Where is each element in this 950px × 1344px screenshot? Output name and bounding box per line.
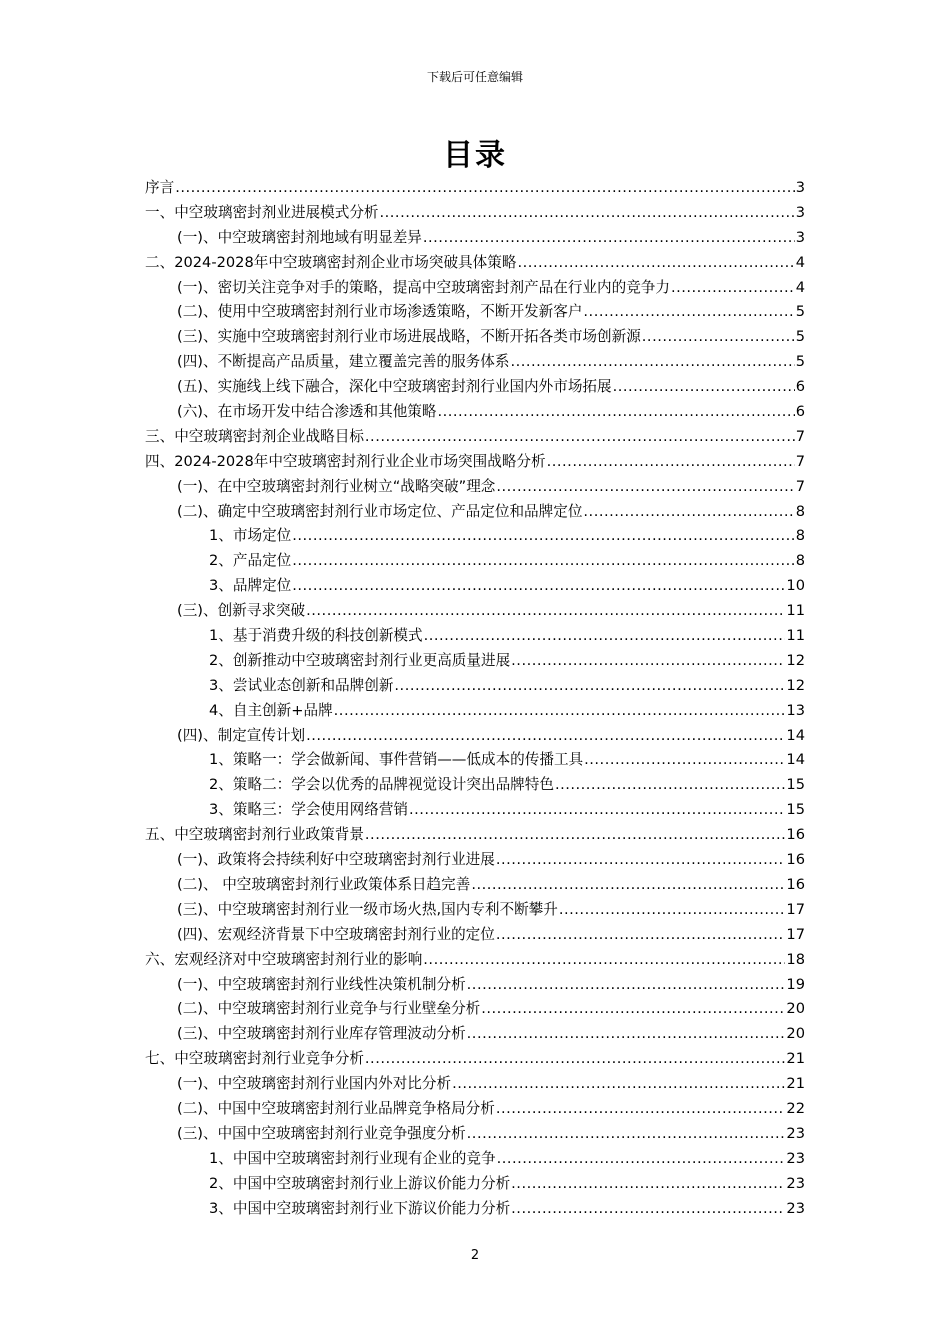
toc-entry-text: (一)、在中空玻璃密封剂行业树立“战略突破”理念 xyxy=(177,477,496,495)
toc-entry[interactable] xyxy=(145,599,805,624)
toc-dot-leader xyxy=(365,823,786,848)
toc-entry-page: 23 xyxy=(786,1124,805,1142)
toc-dot-leader xyxy=(423,948,785,973)
toc-entry[interactable] xyxy=(145,1172,805,1197)
toc-entry-text: (三)、实施中空玻璃密封剂行业市场进展战略，不断开拓各类市场创新源 xyxy=(177,328,641,346)
toc-entry-page: 15 xyxy=(786,801,805,819)
toc-dot-leader xyxy=(511,1197,785,1222)
toc-entry[interactable] xyxy=(145,773,805,798)
toc-dot-leader xyxy=(583,500,794,525)
toc-entry[interactable] xyxy=(145,1147,805,1172)
toc-dot-leader xyxy=(175,176,795,201)
toc-dot-leader xyxy=(496,1097,786,1122)
toc-entry[interactable] xyxy=(145,400,805,425)
toc-entry-page: 21 xyxy=(786,1075,805,1093)
toc-entry-page: 17 xyxy=(786,925,805,943)
toc-entry-text: 1、策略一：学会做新闻、事件营销——低成本的传播工具 xyxy=(209,751,584,769)
toc-entry[interactable] xyxy=(145,300,805,325)
toc-dot-leader xyxy=(423,226,795,251)
toc-entry-page: 3 xyxy=(795,203,805,221)
toc-dot-leader xyxy=(365,1047,786,1072)
toc-entry[interactable] xyxy=(145,798,805,823)
toc-dot-leader xyxy=(380,201,795,226)
toc-entry-page: 7 xyxy=(795,477,805,495)
toc-entry-page: 14 xyxy=(786,751,805,769)
toc-entry-text: 三、中空玻璃密封剂企业战略目标 xyxy=(145,427,364,445)
toc-entry[interactable] xyxy=(145,276,805,301)
toc-entry-page: 19 xyxy=(786,975,805,993)
toc-entry-page: 23 xyxy=(786,1199,805,1217)
toc-entry-page: 5 xyxy=(795,328,805,346)
toc-entry-page: 4 xyxy=(795,278,805,296)
toc-dot-leader xyxy=(481,997,785,1022)
toc-entry[interactable] xyxy=(145,450,805,475)
toc-entry-text: (二)、中空玻璃密封剂行业竞争与行业壁垒分析 xyxy=(177,1000,481,1018)
toc-dot-leader xyxy=(517,251,794,276)
toc-entry-page: 23 xyxy=(786,1149,805,1167)
toc-entry[interactable] xyxy=(145,524,805,549)
toc-entry[interactable] xyxy=(145,1122,805,1147)
toc-dot-leader xyxy=(511,1172,785,1197)
toc-dot-leader xyxy=(306,599,785,624)
toc-dot-leader xyxy=(671,276,795,301)
toc-entry[interactable] xyxy=(145,1097,805,1122)
toc-dot-leader xyxy=(559,898,786,923)
toc-entry[interactable] xyxy=(145,948,805,973)
toc-entry-page: 12 xyxy=(786,676,805,694)
toc-dot-leader xyxy=(409,798,785,823)
toc-entry-text: 3、中国中空玻璃密封剂行业下游议价能力分析 xyxy=(209,1199,511,1217)
toc-entry-page: 11 xyxy=(786,627,805,645)
toc-entry-text: 1、中国中空玻璃密封剂行业现有企业的竞争 xyxy=(209,1149,496,1167)
toc-entry-text: (五)、实施线上线下融合，深化中空玻璃密封剂行业国内外市场拓展 xyxy=(177,378,612,396)
toc-dot-leader xyxy=(471,873,785,898)
toc-entry-page: 3 xyxy=(795,228,805,246)
toc-dot-leader xyxy=(613,375,795,400)
toc-entry[interactable] xyxy=(145,1072,805,1097)
toc-entry[interactable] xyxy=(145,251,805,276)
toc-entry-text: (四)、宏观经济背景下中空玻璃密封剂行业的定位 xyxy=(177,925,495,943)
toc-entry-page: 7 xyxy=(795,452,805,470)
toc-dot-leader xyxy=(496,475,794,500)
toc-entry[interactable] xyxy=(145,649,805,674)
toc-dot-leader xyxy=(511,649,785,674)
toc-entry-page: 16 xyxy=(786,826,805,844)
toc-entry-text: (三)、创新寻求突破 xyxy=(177,602,306,620)
toc-entry-page: 21 xyxy=(786,1050,805,1068)
toc-entry-text: 二、2024-2028年中空玻璃密封剂企业市场突破具体策略 xyxy=(145,253,517,271)
toc-entry-text: 一、中空玻璃密封剂业进展模式分析 xyxy=(145,203,379,221)
toc-entry-text: (一)、中空玻璃密封剂行业国内外对比分析 xyxy=(177,1075,452,1093)
toc-entry-page: 4 xyxy=(795,253,805,271)
toc-entry-page: 15 xyxy=(786,776,805,794)
toc-dot-leader xyxy=(424,624,786,649)
toc-entry-page: 3 xyxy=(795,179,805,196)
toc-entry-text: 七、中空玻璃密封剂行业竞争分析 xyxy=(145,1050,364,1068)
toc-entry-text: 2、策略二：学会以优秀的品牌视觉设计突出品牌特色 xyxy=(209,776,554,794)
toc-dot-leader xyxy=(292,574,785,599)
toc-entry-page: 13 xyxy=(786,701,805,719)
toc-entry-text: (四)、制定宣传计划 xyxy=(177,726,306,744)
toc-entry-text: (一)、密切关注竞争对手的策略，提高中空玻璃密封剂产品在行业内的竞争力 xyxy=(177,278,670,296)
toc-entry-page: 10 xyxy=(786,577,805,595)
toc-dot-leader xyxy=(394,674,785,699)
toc-entry-text: (四)、不断提高产品质量，建立覆盖完善的服务体系 xyxy=(177,353,510,371)
toc-entry-page: 7 xyxy=(795,427,805,445)
toc-dot-leader xyxy=(452,1072,785,1097)
toc-entry[interactable] xyxy=(145,724,805,749)
toc-entry[interactable] xyxy=(145,201,805,226)
toc-entry[interactable] xyxy=(145,425,805,450)
toc-entry-page: 8 xyxy=(795,552,805,570)
toc-entry-page: 16 xyxy=(786,875,805,893)
toc-entry-text: 4、自主创新+品牌 xyxy=(209,701,333,719)
toc-entry-text: 3、策略三：学会使用网络营销 xyxy=(209,801,409,819)
toc-dot-leader xyxy=(437,400,794,425)
toc-title: 目录 xyxy=(443,138,507,173)
toc-dot-leader xyxy=(496,923,786,948)
toc-entry-page: 22 xyxy=(786,1099,805,1117)
toc-dot-leader xyxy=(510,350,794,375)
toc-dot-leader xyxy=(292,524,794,549)
toc-entry[interactable] xyxy=(145,997,805,1022)
toc-entry[interactable] xyxy=(145,176,805,201)
toc-entry[interactable] xyxy=(145,823,805,848)
toc-dot-leader xyxy=(642,325,795,350)
toc-entry-text: 四、2024-2028年中空玻璃密封剂行业企业市场突围战略分析 xyxy=(145,452,546,470)
toc-entry-text: 3、尝试业态创新和品牌创新 xyxy=(209,676,394,694)
toc-entry-text: (二)、中国中空玻璃密封剂行业品牌竞争格局分析 xyxy=(177,1099,495,1117)
toc-entry-text: (一)、中空玻璃密封剂地域有明显差异 xyxy=(177,228,422,246)
toc-entry[interactable] xyxy=(145,748,805,773)
toc-entry-text: (二)、使用中空玻璃密封剂行业市场渗透策略，不断开发新客户 xyxy=(177,303,583,321)
toc-entry[interactable] xyxy=(145,624,805,649)
toc-entry-page: 6 xyxy=(795,378,805,396)
toc-entry[interactable] xyxy=(145,923,805,948)
toc-dot-leader xyxy=(583,300,794,325)
toc-entry-page: 5 xyxy=(795,353,805,371)
toc-entry-text: (三)、中国中空玻璃密封剂行业竞争强度分析 xyxy=(177,1124,466,1142)
toc-entry[interactable] xyxy=(145,1047,805,1072)
toc-dot-leader xyxy=(365,425,795,450)
toc-entry-page: 20 xyxy=(786,1025,805,1043)
toc-entry[interactable] xyxy=(145,350,805,375)
page-header-note: 下载后可任意编辑 xyxy=(426,70,523,84)
toc-entry-page: 12 xyxy=(786,651,805,669)
toc-entry-text: 2、创新推动中空玻璃密封剂行业更高质量进展 xyxy=(209,651,511,669)
toc-dot-leader xyxy=(497,1147,786,1172)
toc-dot-leader xyxy=(292,549,794,574)
toc-dot-leader xyxy=(555,773,785,798)
toc-entry-page: 16 xyxy=(786,851,805,869)
toc-entry-text: (三)、中空玻璃密封剂行业一级市场火热,国内专利不断攀升 xyxy=(177,900,558,918)
toc-entry[interactable] xyxy=(145,574,805,599)
toc-entry-text: (二)、确定中空玻璃密封剂行业市场定位、产品定位和品牌定位 xyxy=(177,502,583,520)
toc-entry[interactable] xyxy=(145,325,805,350)
toc-entry-text: 2、中国中空玻璃密封剂行业上游议价能力分析 xyxy=(209,1174,511,1192)
toc-entry[interactable] xyxy=(145,898,805,923)
toc-dot-leader xyxy=(334,699,786,724)
toc-entry-text: 3、品牌定位 xyxy=(209,577,292,595)
toc-entry-text: (二)、 中空玻璃密封剂行业政策体系日趋完善 xyxy=(177,875,471,893)
page-number: 2 xyxy=(470,1248,480,1263)
table-of-contents xyxy=(145,176,805,1221)
toc-entry-text: (六)、在市场开发中结合渗透和其他策略 xyxy=(177,403,437,421)
toc-dot-leader xyxy=(496,848,786,873)
toc-entry-text: 五、中空玻璃密封剂行业政策背景 xyxy=(145,826,364,844)
toc-entry-text: (一)、中空玻璃密封剂行业线性决策机制分析 xyxy=(177,975,466,993)
toc-entry-page: 23 xyxy=(786,1174,805,1192)
toc-entry-page: 6 xyxy=(795,403,805,421)
toc-dot-leader xyxy=(467,973,786,998)
toc-entry[interactable] xyxy=(145,873,805,898)
toc-dot-leader xyxy=(584,748,785,773)
toc-entry-text: 1、基于消费升级的科技创新模式 xyxy=(209,627,423,645)
toc-entry-text: 1、市场定位 xyxy=(209,527,292,545)
toc-entry-page: 5 xyxy=(795,303,805,321)
toc-entry[interactable] xyxy=(145,1197,805,1222)
toc-entry[interactable] xyxy=(145,375,805,400)
toc-entry-text: 六、宏观经济对中空玻璃密封剂行业的影响 xyxy=(145,950,423,968)
toc-dot-leader xyxy=(467,1122,786,1147)
toc-entry[interactable] xyxy=(145,475,805,500)
toc-entry[interactable] xyxy=(145,1022,805,1047)
toc-entry-page: 8 xyxy=(795,502,805,520)
toc-entry[interactable] xyxy=(145,549,805,574)
toc-entry[interactable] xyxy=(145,848,805,873)
toc-entry-page: 20 xyxy=(786,1000,805,1018)
toc-entry-text: 序言 xyxy=(145,179,175,196)
toc-dot-leader xyxy=(467,1022,786,1047)
toc-dot-leader xyxy=(306,724,785,749)
toc-entry[interactable] xyxy=(145,699,805,724)
toc-entry-text: (三)、中空玻璃密封剂行业库存管理波动分析 xyxy=(177,1025,466,1043)
toc-entry-page: 11 xyxy=(786,602,805,620)
toc-entry[interactable] xyxy=(145,674,805,699)
toc-entry-page: 17 xyxy=(786,900,805,918)
toc-entry-page: 14 xyxy=(786,726,805,744)
toc-entry[interactable] xyxy=(145,500,805,525)
toc-entry-text: (一)、政策将会持续利好中空玻璃密封剂行业进展 xyxy=(177,851,495,869)
toc-dot-leader xyxy=(547,450,795,475)
toc-entry[interactable] xyxy=(145,226,805,251)
toc-entry-page: 18 xyxy=(786,950,805,968)
toc-entry-text: 2、产品定位 xyxy=(209,552,292,570)
toc-entry-page: 8 xyxy=(795,527,805,545)
toc-entry[interactable] xyxy=(145,973,805,998)
